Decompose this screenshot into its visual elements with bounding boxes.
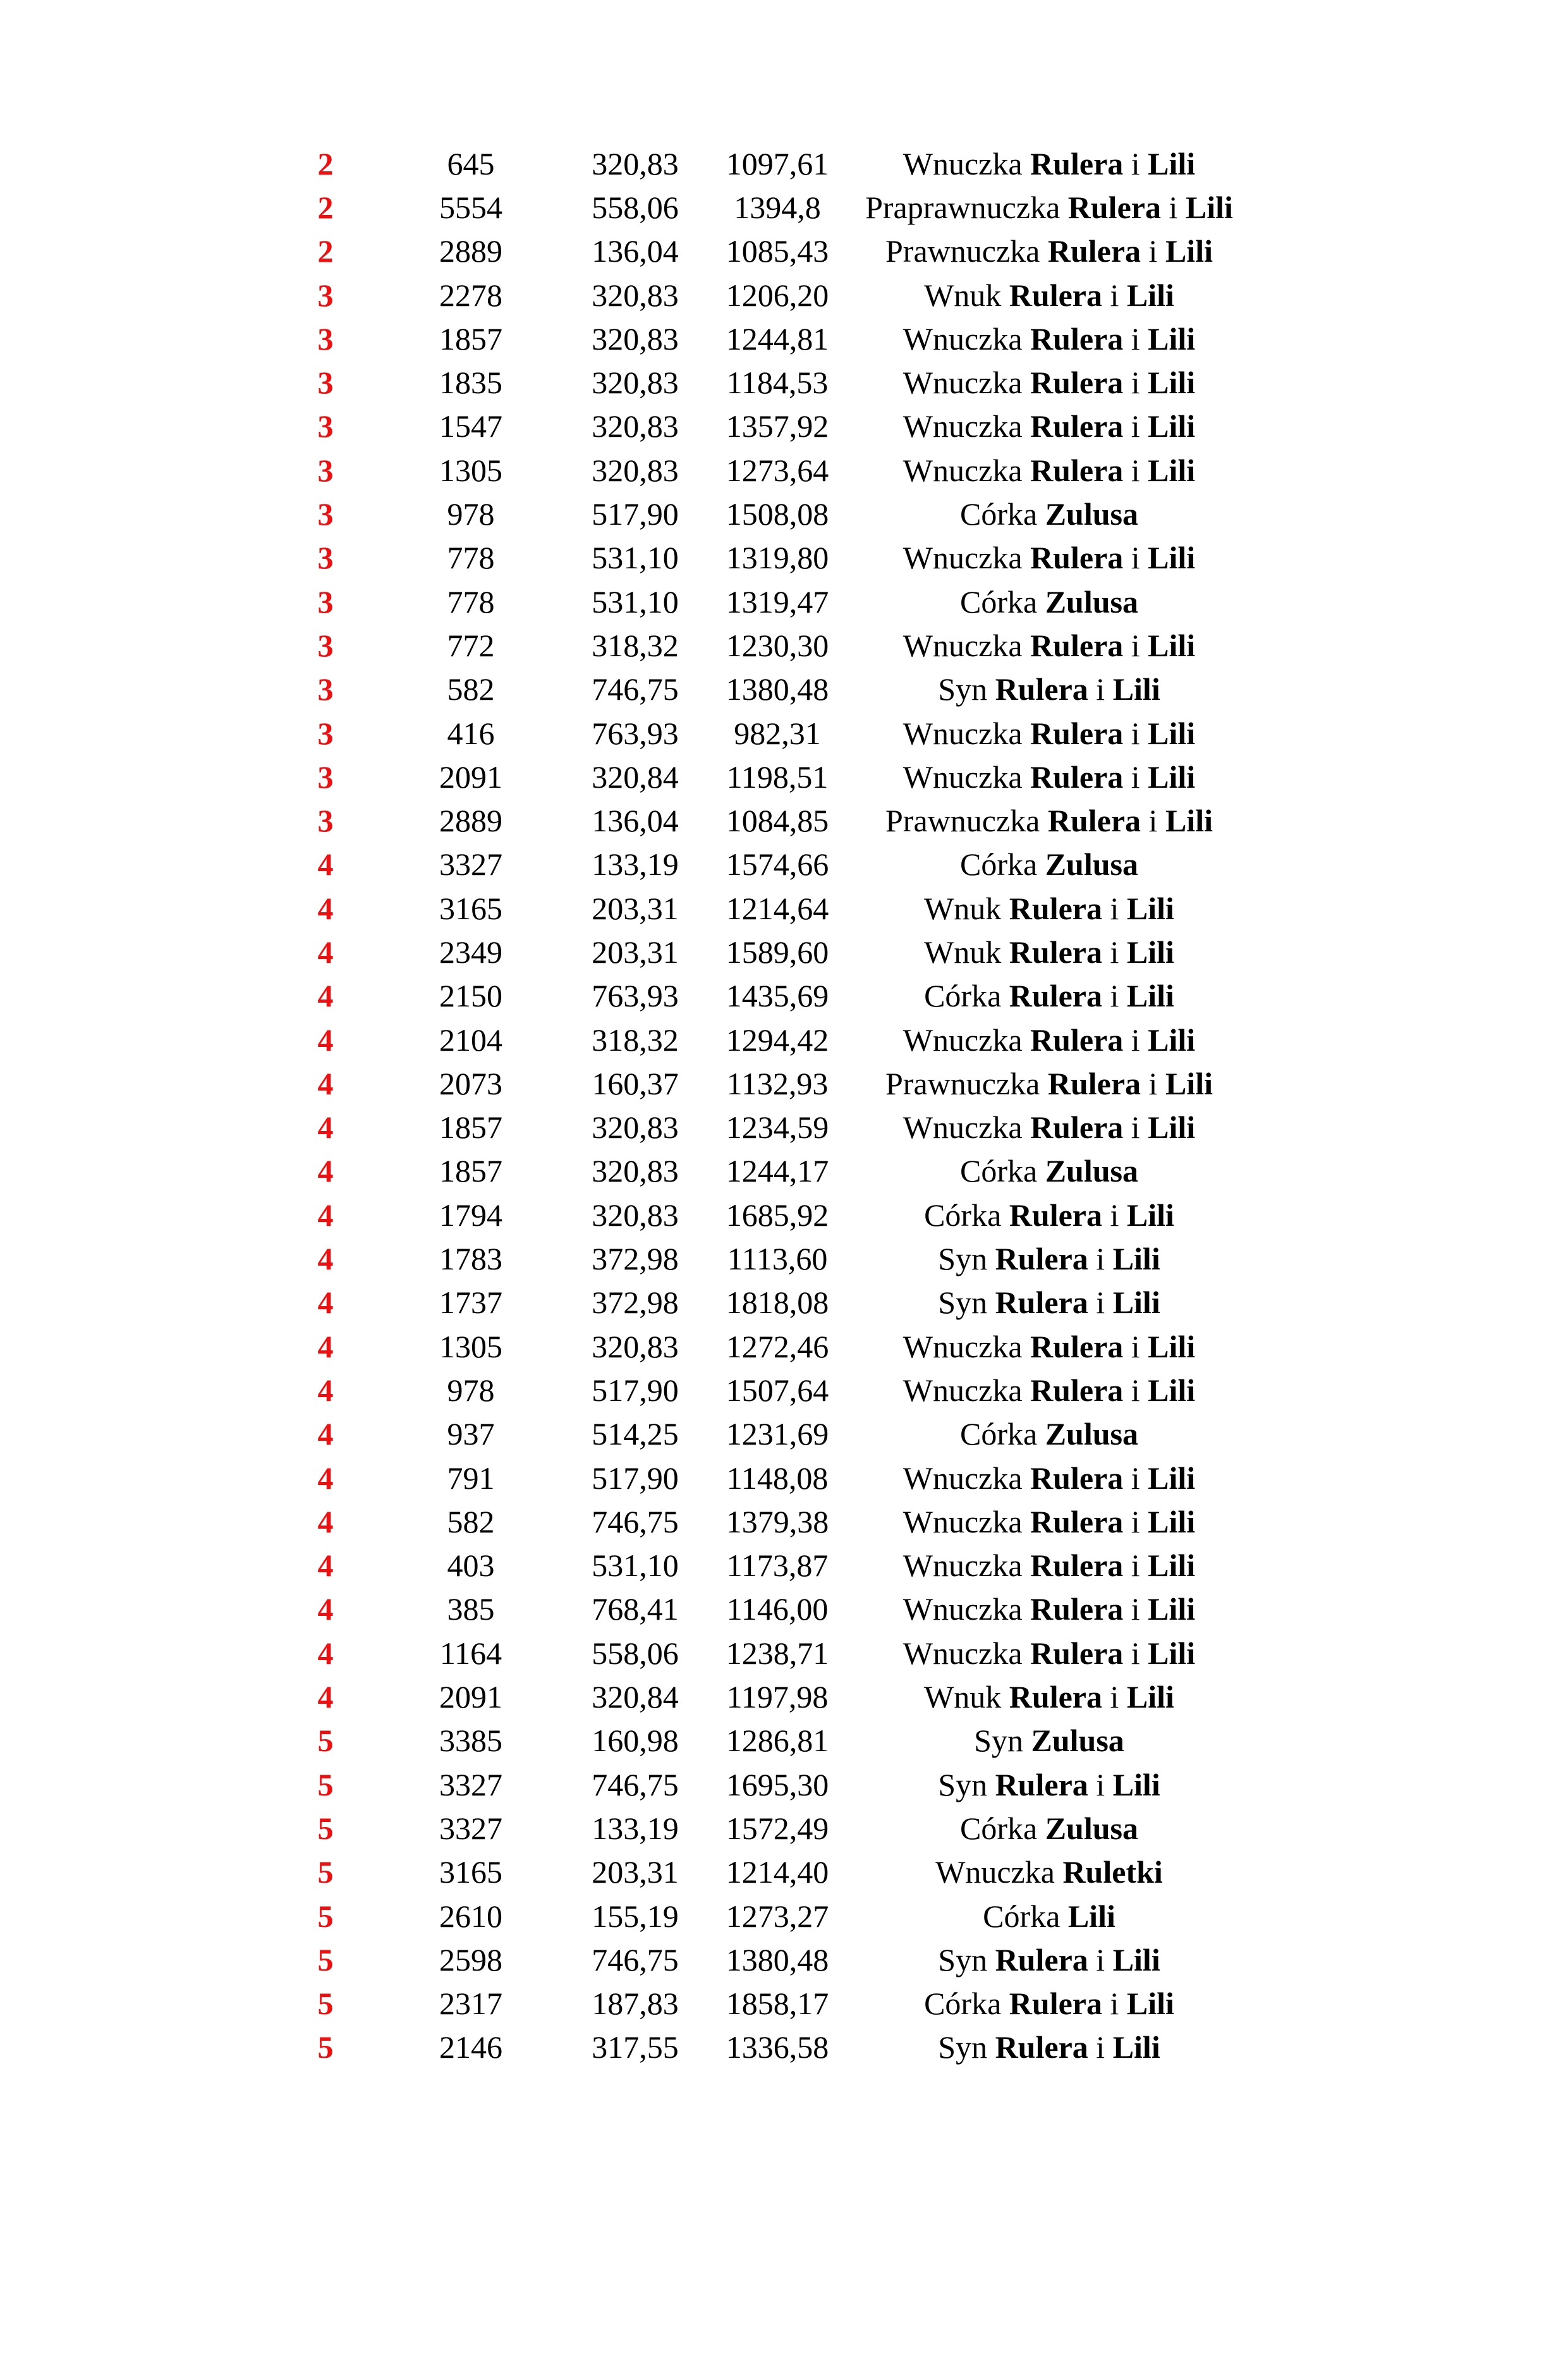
table-row: [265, 580, 1258, 623]
generation-cell: 5: [317, 1810, 334, 1846]
generation-cell: 3: [317, 408, 334, 444]
value-b-cell: 1319,80: [726, 540, 829, 576]
number-cell: 772: [447, 627, 495, 663]
table-row: [265, 317, 1258, 360]
value-b-cell: 1695,30: [726, 1766, 829, 1802]
table-row: [265, 1894, 1258, 1938]
pedigree-table-body: [265, 142, 1258, 2069]
value-a-cell: 746,75: [592, 1766, 679, 1802]
value-a-cell: 517,90: [592, 1460, 679, 1496]
generation-cell: 3: [317, 277, 334, 313]
number-cell: 3165: [439, 890, 502, 926]
generation-cell: 5: [317, 1941, 334, 1978]
value-b-cell: 1238,71: [726, 1635, 829, 1671]
generation-cell: 4: [317, 1591, 334, 1627]
value-a-cell: 517,90: [592, 496, 679, 532]
relation-cell: Wnuczka Ruletki: [935, 1854, 1163, 1890]
number-cell: 2349: [439, 934, 502, 970]
relation-cell: Córka Zulusa: [959, 584, 1139, 620]
value-a-cell: 160,37: [592, 1065, 679, 1101]
generation-cell: 3: [317, 496, 334, 532]
table-row: [265, 1324, 1258, 1368]
relation-cell: Wnuczka Rulera i Lili: [903, 1548, 1196, 1584]
generation-cell: 5: [317, 1854, 334, 1890]
relation-cell: Syn Rulera i Lili: [938, 1285, 1160, 1321]
value-a-cell: 133,19: [592, 1810, 679, 1846]
table-row: [265, 1500, 1258, 1543]
relation-cell: Wnuczka Rulera i Lili: [903, 1372, 1196, 1408]
value-b-cell: 1685,92: [726, 1197, 829, 1233]
number-cell: 403: [447, 1548, 495, 1584]
value-a-cell: 320,83: [592, 452, 679, 488]
relation-cell: Prawnuczka Rulera i Lili: [885, 1065, 1213, 1101]
relation-cell: Córka Rulera i Lili: [924, 1986, 1174, 2022]
generation-cell: 4: [317, 1285, 334, 1321]
table-row: [265, 886, 1258, 930]
value-a-cell: 514,25: [592, 1416, 679, 1452]
generation-cell: 4: [317, 1065, 334, 1101]
number-cell: 1783: [439, 1241, 502, 1277]
value-b-cell: 982,31: [734, 715, 821, 751]
table-row: [265, 1412, 1258, 1456]
number-cell: 778: [447, 584, 495, 620]
table-row: [265, 755, 1258, 798]
table-row: [265, 1938, 1258, 1981]
relation-cell: Praprawnuczka Rulera i Lili: [865, 189, 1233, 225]
generation-cell: 5: [317, 1723, 334, 1759]
number-cell: 582: [447, 1503, 495, 1539]
value-b-cell: 1214,64: [726, 890, 829, 926]
value-a-cell: 531,10: [592, 584, 679, 620]
relation-cell: Wnuczka Rulera i Lili: [903, 1110, 1196, 1146]
number-cell: 3327: [439, 1810, 502, 1846]
generation-cell: 4: [317, 1372, 334, 1408]
value-b-cell: 1572,49: [726, 1810, 829, 1846]
value-a-cell: 318,32: [592, 627, 679, 663]
table-row: [265, 1456, 1258, 1500]
value-a-cell: 320,83: [592, 1197, 679, 1233]
value-a-cell: 320,83: [592, 365, 679, 401]
generation-cell: 4: [317, 1328, 334, 1364]
number-cell: 385: [447, 1591, 495, 1627]
table-row: [265, 843, 1258, 886]
table-row: [265, 1237, 1258, 1280]
table-row: [265, 668, 1258, 711]
table-row: [265, 1675, 1258, 1718]
relation-cell: Wnuczka Rulera i Lili: [903, 1503, 1196, 1539]
value-a-cell: 133,19: [592, 847, 679, 883]
value-a-cell: 372,98: [592, 1285, 679, 1321]
value-b-cell: 1273,27: [726, 1898, 829, 1934]
value-b-cell: 1574,66: [726, 847, 829, 883]
number-cell: 1737: [439, 1285, 502, 1321]
relation-cell: Wnuczka Rulera i Lili: [903, 452, 1196, 488]
value-a-cell: 320,83: [592, 1328, 679, 1364]
value-b-cell: 1084,85: [726, 803, 829, 839]
number-cell: 3385: [439, 1723, 502, 1759]
value-b-cell: 1206,20: [726, 277, 829, 313]
number-cell: 2091: [439, 759, 502, 795]
number-cell: 3327: [439, 1766, 502, 1802]
value-b-cell: 1184,53: [726, 365, 829, 401]
table-row: [265, 1631, 1258, 1675]
generation-cell: 4: [317, 1197, 334, 1233]
number-cell: 582: [447, 671, 495, 707]
value-a-cell: 372,98: [592, 1241, 679, 1277]
value-a-cell: 317,55: [592, 2029, 679, 2065]
generation-cell: 3: [317, 759, 334, 795]
value-b-cell: 1231,69: [726, 1416, 829, 1452]
generation-cell: 4: [317, 1679, 334, 1715]
relation-cell: Wnuczka Rulera i Lili: [903, 759, 1196, 795]
value-b-cell: 1173,87: [726, 1548, 829, 1584]
table-row: [265, 1806, 1258, 1850]
number-cell: 1857: [439, 1153, 502, 1189]
table-row: [265, 1149, 1258, 1193]
generation-cell: 5: [317, 1766, 334, 1802]
value-a-cell: 763,93: [592, 978, 679, 1014]
relation-cell: Syn Rulera i Lili: [938, 1941, 1160, 1978]
relation-cell: Wnuczka Rulera i Lili: [903, 627, 1196, 663]
table-row: [265, 492, 1258, 535]
relation-cell: Córka Zulusa: [959, 847, 1139, 883]
value-a-cell: 320,83: [592, 1110, 679, 1146]
number-cell: 2598: [439, 1941, 502, 1978]
generation-cell: 4: [317, 1416, 334, 1452]
relation-cell: Wnuczka Rulera i Lili: [903, 145, 1196, 181]
relation-cell: Wnuczka Rulera i Lili: [903, 540, 1196, 576]
value-b-cell: 1319,47: [726, 584, 829, 620]
value-b-cell: 1244,81: [726, 321, 829, 357]
table-row: [265, 1193, 1258, 1237]
number-cell: 2889: [439, 233, 502, 269]
value-b-cell: 1273,64: [726, 452, 829, 488]
value-b-cell: 1394,8: [734, 189, 821, 225]
number-cell: 1857: [439, 1110, 502, 1146]
generation-cell: 5: [317, 2029, 334, 2065]
generation-cell: 4: [317, 1548, 334, 1584]
value-a-cell: 160,98: [592, 1723, 679, 1759]
value-b-cell: 1294,42: [726, 1022, 829, 1058]
generation-cell: 4: [317, 934, 334, 970]
value-b-cell: 1589,60: [726, 934, 829, 970]
relation-cell: Wnuczka Rulera i Lili: [903, 1022, 1196, 1058]
value-b-cell: 1858,17: [726, 1986, 829, 2022]
relation-cell: Syn Rulera i Lili: [938, 1241, 1160, 1277]
value-b-cell: 1198,51: [726, 759, 829, 795]
value-a-cell: 320,83: [592, 277, 679, 313]
generation-cell: 3: [317, 803, 334, 839]
table-row: [265, 405, 1258, 448]
value-b-cell: 1380,48: [726, 1941, 829, 1978]
table-row: [265, 273, 1258, 317]
table-row: [265, 1763, 1258, 1806]
number-cell: 791: [447, 1460, 495, 1496]
number-cell: 2073: [439, 1065, 502, 1101]
number-cell: 3165: [439, 1854, 502, 1890]
table-row: [265, 1587, 1258, 1631]
table-row: [265, 1281, 1258, 1324]
value-b-cell: 1286,81: [726, 1723, 829, 1759]
relation-cell: Córka Zulusa: [959, 1416, 1139, 1452]
relation-cell: Córka Zulusa: [959, 496, 1139, 532]
number-cell: 1857: [439, 321, 502, 357]
relation-cell: Syn Rulera i Lili: [938, 671, 1160, 707]
value-a-cell: 136,04: [592, 233, 679, 269]
table-row: [265, 1719, 1258, 1763]
generation-cell: 4: [317, 847, 334, 883]
table-row: [265, 536, 1258, 580]
number-cell: 2889: [439, 803, 502, 839]
sheet: [0, 142, 1568, 2360]
number-cell: 2278: [439, 277, 502, 313]
table-row: [265, 360, 1258, 404]
number-cell: 1305: [439, 452, 502, 488]
table-row: [265, 229, 1258, 273]
relation-cell: Syn Rulera i Lili: [938, 1766, 1160, 1802]
value-b-cell: 1336,58: [726, 2029, 829, 2065]
number-cell: 3327: [439, 847, 502, 883]
table-row: [265, 623, 1258, 667]
value-a-cell: 320,83: [592, 321, 679, 357]
number-cell: 2146: [439, 2029, 502, 2065]
generation-cell: 5: [317, 1898, 334, 1934]
value-b-cell: 1818,08: [726, 1285, 829, 1321]
number-cell: 2610: [439, 1898, 502, 1934]
relation-cell: Córka Rulera i Lili: [924, 1197, 1174, 1233]
table-row: [265, 1018, 1258, 1061]
number-cell: 2104: [439, 1022, 502, 1058]
number-cell: 1305: [439, 1328, 502, 1364]
table-row: [265, 1850, 1258, 1894]
number-cell: 5554: [439, 189, 502, 225]
value-a-cell: 746,75: [592, 1941, 679, 1978]
number-cell: 1547: [439, 408, 502, 444]
pedigree-table: [265, 142, 1258, 2069]
relation-cell: Syn Rulera i Lili: [938, 2029, 1160, 2065]
generation-cell: 4: [317, 1241, 334, 1277]
table-row: [265, 1368, 1258, 1412]
generation-cell: 4: [317, 1153, 334, 1189]
generation-cell: 3: [317, 321, 334, 357]
number-cell: 2091: [439, 1679, 502, 1715]
value-b-cell: 1230,30: [726, 627, 829, 663]
value-b-cell: 1234,59: [726, 1110, 829, 1146]
value-b-cell: 1357,92: [726, 408, 829, 444]
value-a-cell: 558,06: [592, 1635, 679, 1671]
relation-cell: Wnuczka Rulera i Lili: [903, 365, 1196, 401]
value-a-cell: 320,84: [592, 759, 679, 795]
number-cell: 778: [447, 540, 495, 576]
value-b-cell: 1197,98: [726, 1679, 829, 1715]
value-b-cell: 1272,46: [726, 1328, 829, 1364]
relation-cell: Wnuk Rulera i Lili: [924, 1679, 1174, 1715]
relation-cell: Wnuczka Rulera i Lili: [903, 1635, 1196, 1671]
value-a-cell: 763,93: [592, 715, 679, 751]
value-a-cell: 746,75: [592, 671, 679, 707]
value-a-cell: 517,90: [592, 1372, 679, 1408]
relation-cell: Wnuczka Rulera i Lili: [903, 1591, 1196, 1627]
generation-cell: 4: [317, 978, 334, 1014]
relation-cell: Wnuk Rulera i Lili: [924, 890, 1174, 926]
value-a-cell: 558,06: [592, 189, 679, 225]
generation-cell: 5: [317, 1986, 334, 2022]
relation-cell: Wnuczka Rulera i Lili: [903, 1328, 1196, 1364]
relation-cell: Córka Zulusa: [959, 1153, 1139, 1189]
value-a-cell: 187,83: [592, 1986, 679, 2022]
number-cell: 1794: [439, 1197, 502, 1233]
number-cell: 978: [447, 496, 495, 532]
value-a-cell: 320,83: [592, 408, 679, 444]
document-page: [0, 142, 1568, 2360]
value-b-cell: 1085,43: [726, 233, 829, 269]
value-a-cell: 203,31: [592, 890, 679, 926]
generation-cell: 3: [317, 365, 334, 401]
table-row: [265, 1544, 1258, 1587]
generation-cell: 4: [317, 1503, 334, 1539]
generation-cell: 3: [317, 584, 334, 620]
number-cell: 1164: [439, 1635, 502, 1671]
number-cell: 645: [447, 145, 495, 181]
table-row: [265, 142, 1258, 185]
number-cell: 416: [447, 715, 495, 751]
value-b-cell: 1435,69: [726, 978, 829, 1014]
number-cell: 2317: [439, 1986, 502, 2022]
generation-cell: 2: [317, 233, 334, 269]
table-row: [265, 1106, 1258, 1149]
generation-cell: 2: [317, 145, 334, 181]
value-b-cell: 1508,08: [726, 496, 829, 532]
relation-cell: Córka Lili: [983, 1898, 1115, 1934]
value-b-cell: 1146,00: [726, 1591, 829, 1627]
table-row: [265, 1061, 1258, 1105]
value-b-cell: 1097,61: [726, 145, 829, 181]
relation-cell: Córka Rulera i Lili: [924, 978, 1174, 1014]
value-a-cell: 768,41: [592, 1591, 679, 1627]
table-row: [265, 974, 1258, 1018]
generation-cell: 4: [317, 1110, 334, 1146]
relation-cell: Wnuk Rulera i Lili: [924, 934, 1174, 970]
value-a-cell: 203,31: [592, 934, 679, 970]
generation-cell: 2: [317, 189, 334, 225]
number-cell: 1835: [439, 365, 502, 401]
table-row: [265, 798, 1258, 842]
generation-cell: 4: [317, 890, 334, 926]
value-b-cell: 1507,64: [726, 1372, 829, 1408]
table-row: [265, 930, 1258, 974]
value-b-cell: 1214,40: [726, 1854, 829, 1890]
value-b-cell: 1148,08: [726, 1460, 829, 1496]
generation-cell: 3: [317, 452, 334, 488]
relation-cell: Prawnuczka Rulera i Lili: [885, 233, 1213, 269]
value-a-cell: 746,75: [592, 1503, 679, 1539]
table-row: [265, 185, 1258, 229]
relation-cell: Wnuczka Rulera i Lili: [903, 408, 1196, 444]
value-b-cell: 1113,60: [727, 1241, 828, 1277]
value-b-cell: 1244,17: [726, 1153, 829, 1189]
relation-cell: Wnuczka Rulera i Lili: [903, 715, 1196, 751]
number-cell: 937: [447, 1416, 495, 1452]
value-a-cell: 531,10: [592, 540, 679, 576]
value-a-cell: 136,04: [592, 803, 679, 839]
value-a-cell: 155,19: [592, 1898, 679, 1934]
relation-cell: Prawnuczka Rulera i Lili: [885, 803, 1213, 839]
relation-cell: Syn Zulusa: [974, 1723, 1124, 1759]
generation-cell: 4: [317, 1635, 334, 1671]
value-a-cell: 318,32: [592, 1022, 679, 1058]
relation-cell: Wnuk Rulera i Lili: [924, 277, 1174, 313]
table-row: [265, 1981, 1258, 2025]
generation-cell: 3: [317, 671, 334, 707]
generation-cell: 3: [317, 627, 334, 663]
value-a-cell: 320,83: [592, 145, 679, 181]
table-row: [265, 448, 1258, 492]
generation-cell: 3: [317, 540, 334, 576]
number-cell: 2150: [439, 978, 502, 1014]
value-a-cell: 203,31: [592, 1854, 679, 1890]
relation-cell: Wnuczka Rulera i Lili: [903, 1460, 1196, 1496]
generation-cell: 4: [317, 1022, 334, 1058]
relation-cell: Wnuczka Rulera i Lili: [903, 321, 1196, 357]
relation-cell: Córka Zulusa: [959, 1810, 1139, 1846]
table-row: [265, 2026, 1258, 2069]
generation-cell: 4: [317, 1460, 334, 1496]
value-b-cell: 1380,48: [726, 671, 829, 707]
generation-cell: 3: [317, 715, 334, 751]
number-cell: 978: [447, 1372, 495, 1408]
value-b-cell: 1379,38: [726, 1503, 829, 1539]
table-row: [265, 711, 1258, 755]
value-a-cell: 531,10: [592, 1548, 679, 1584]
value-a-cell: 320,84: [592, 1679, 679, 1715]
value-b-cell: 1132,93: [726, 1065, 829, 1101]
value-a-cell: 320,83: [592, 1153, 679, 1189]
